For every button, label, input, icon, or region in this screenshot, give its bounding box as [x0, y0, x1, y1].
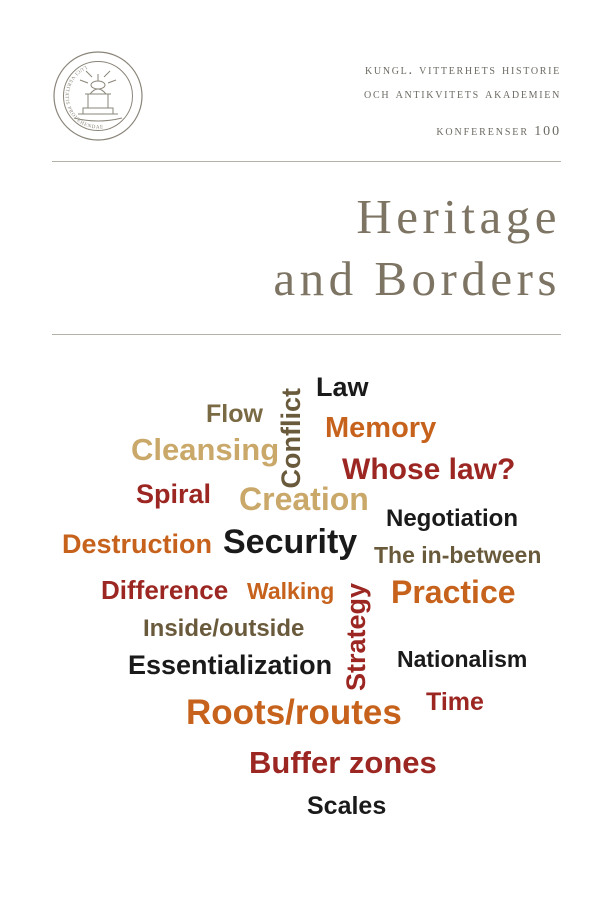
title-line-1: Heritage — [356, 189, 561, 244]
word-cloud-term: Negotiation — [386, 505, 518, 532]
title-line-2: and Borders — [273, 251, 561, 306]
page-title — [52, 186, 561, 310]
word-cloud-term: Nationalism — [397, 646, 528, 672]
word-cloud-term: Scales — [307, 792, 387, 820]
word-cloud-term: Security — [223, 523, 358, 561]
divider-bottom — [52, 334, 561, 335]
word-cloud-term: Inside/outside — [143, 615, 305, 642]
word-cloud-term: Walking — [247, 578, 335, 604]
word-cloud-term: Flow — [206, 400, 263, 428]
word-cloud-term: Practice — [391, 574, 516, 610]
publisher-line-1: kungl. vitterhets historie — [365, 62, 561, 78]
word-cloud — [0, 352, 613, 852]
cover-header — [52, 46, 561, 156]
word-cloud-term: Law — [316, 372, 369, 402]
academy-seal-icon — [52, 50, 144, 142]
word-cloud-term: Whose law? — [342, 453, 516, 486]
svg-text:LUCI VERITATIS PROVEHENDAE: LUCI VERITATIS PROVEHENDAE — [63, 63, 105, 131]
word-cloud-term: Cleansing — [131, 432, 280, 467]
series-number: konferenser 100 — [436, 124, 561, 139]
word-cloud-term: Essentialization — [128, 650, 333, 680]
word-cloud-term: Memory — [325, 412, 437, 444]
publisher-line-2: och antikvitets akademien — [364, 86, 561, 102]
word-cloud-term: Conflict — [276, 388, 306, 489]
divider-top — [52, 161, 561, 162]
word-cloud-term: Difference — [101, 575, 229, 605]
word-cloud-term: The in-between — [374, 542, 542, 568]
word-cloud-term: Buffer zones — [249, 745, 437, 780]
publisher-block — [201, 58, 561, 144]
word-cloud-term: Time — [426, 688, 484, 716]
word-cloud-term: Roots/routes — [186, 693, 402, 732]
word-cloud-term: Creation — [239, 481, 369, 517]
word-cloud-term: Strategy — [341, 583, 371, 692]
word-cloud-term: Destruction — [62, 529, 213, 559]
word-cloud-term: Spiral — [136, 479, 212, 509]
